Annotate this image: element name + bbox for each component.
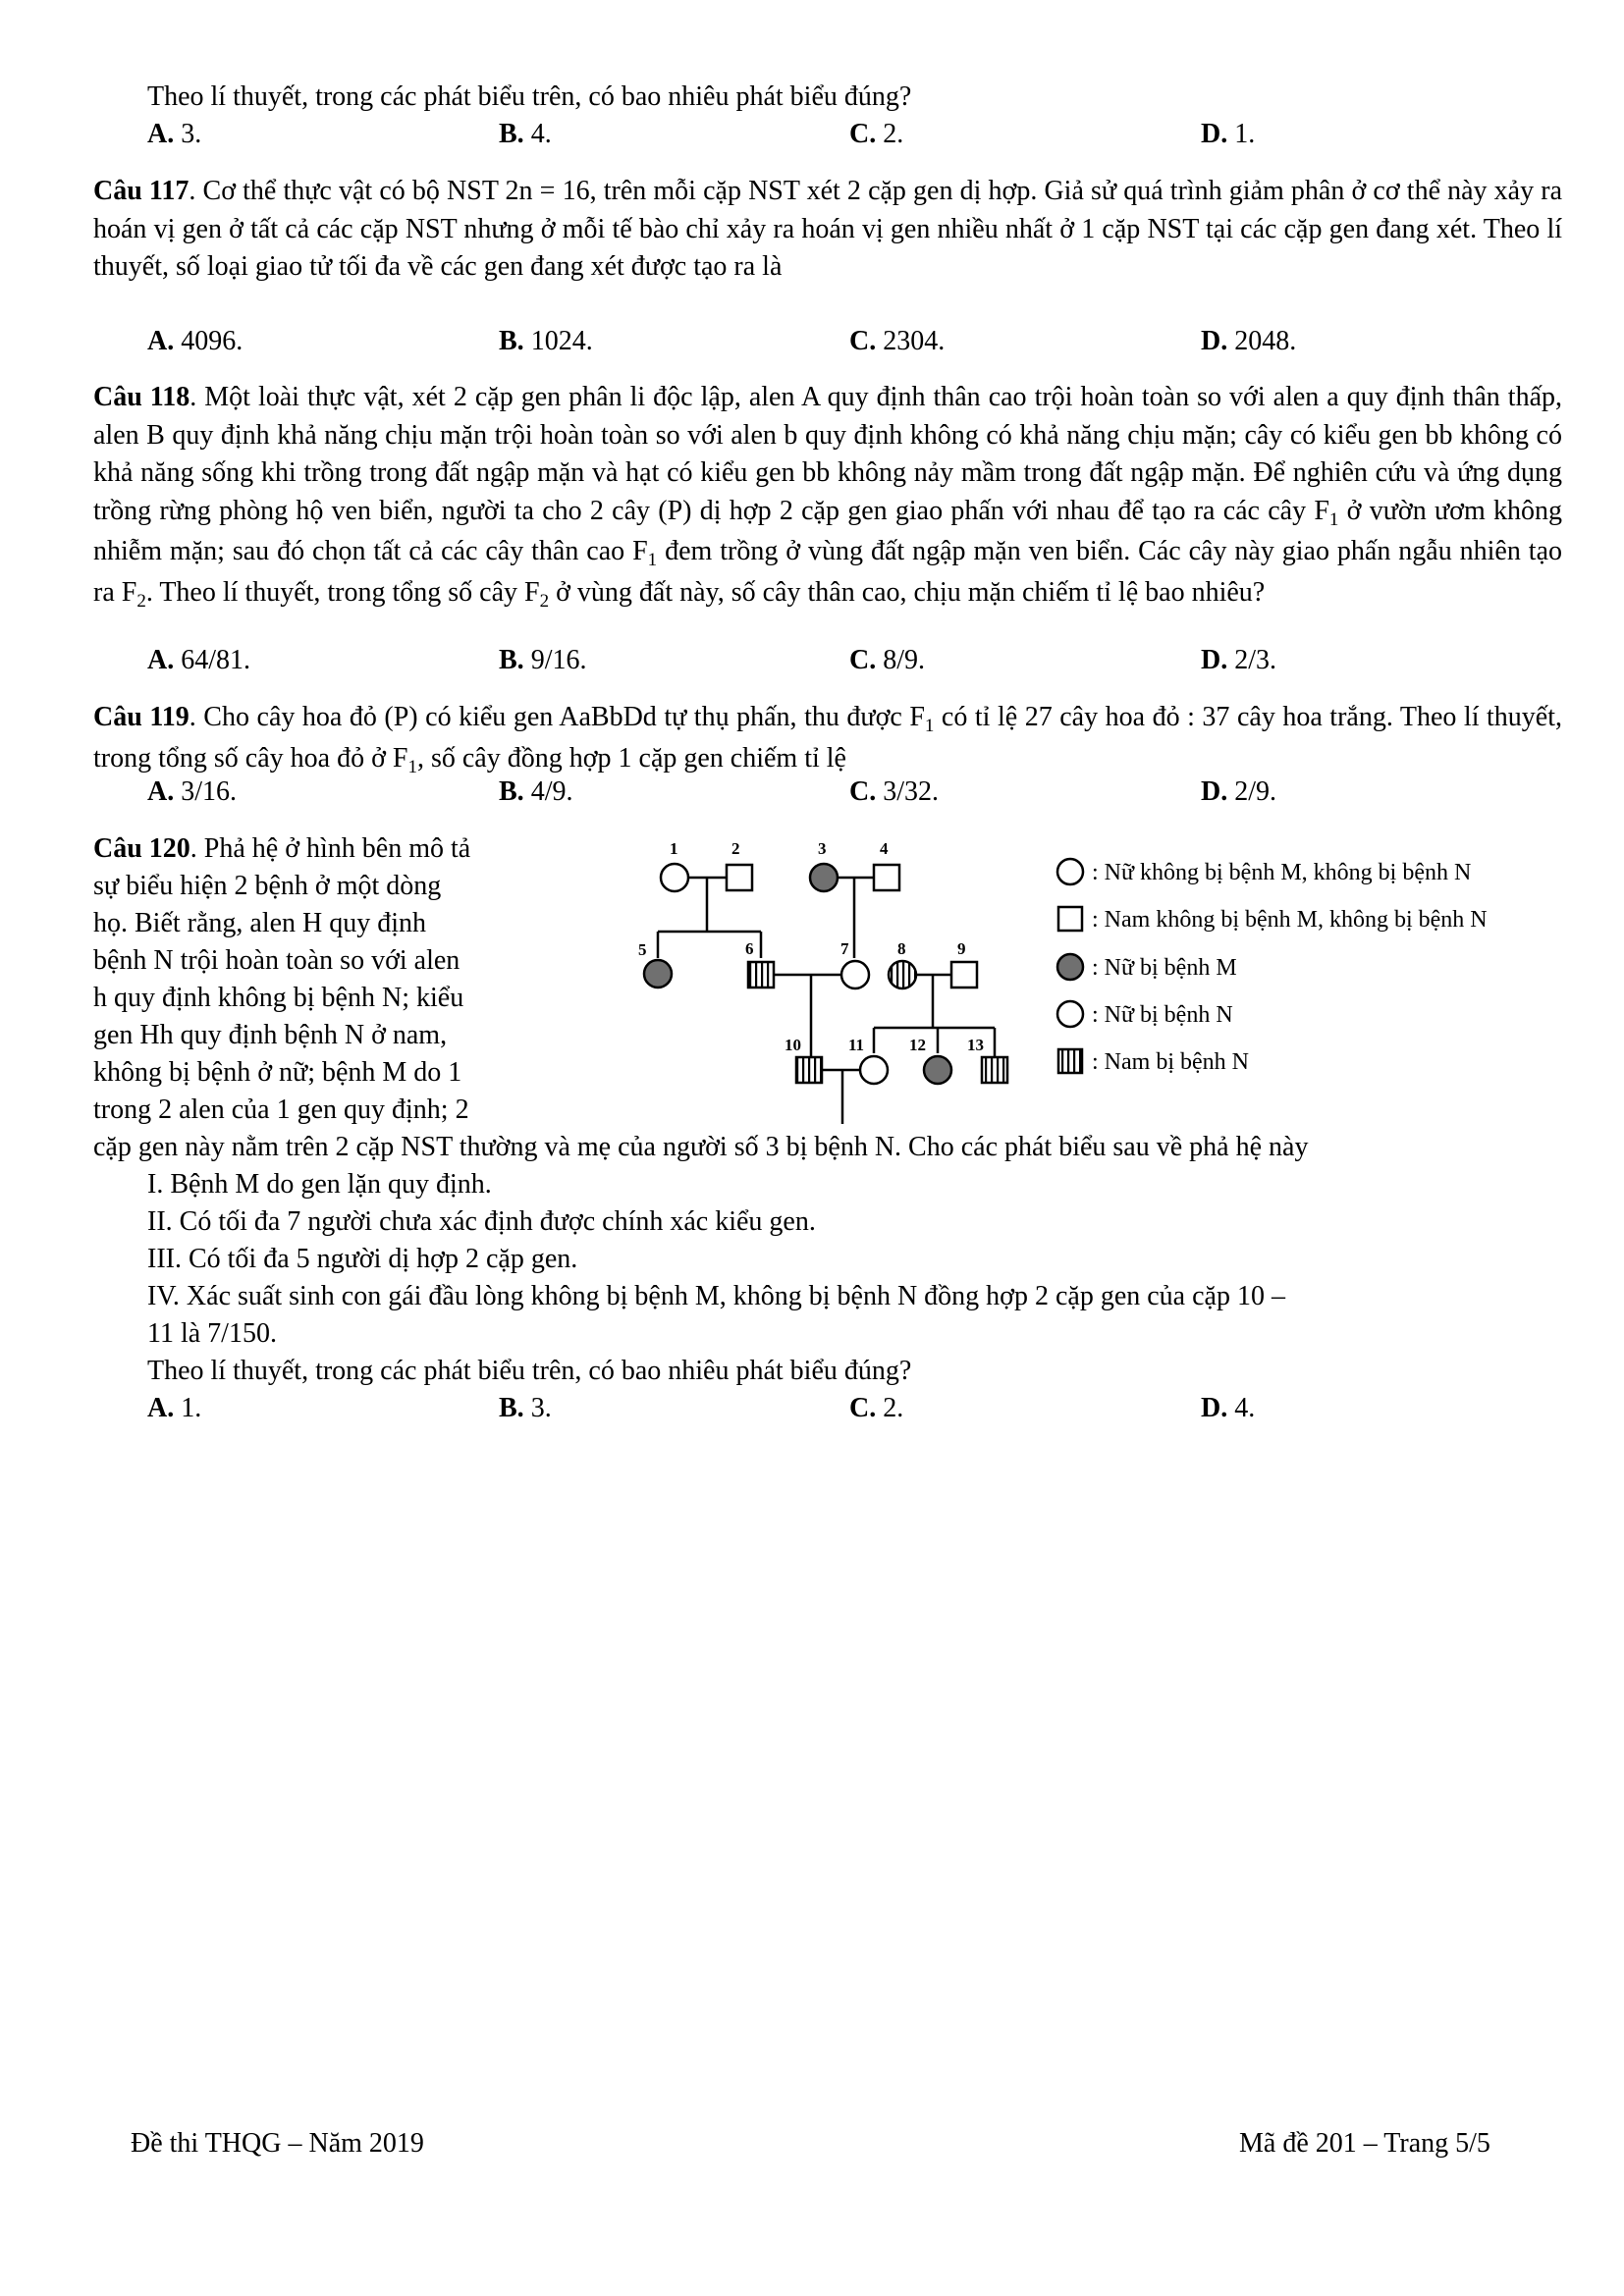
- pedigree-lines: [658, 878, 995, 1124]
- q119-options: [147, 774, 1522, 811]
- square-empty-icon: [1058, 907, 1082, 931]
- question-text-line: cặp gen này nằm trên 2 cặp NST thường và mẹ của người số 3 bị bệnh N. Cho các phát biểu sau về phả hệ này: [93, 1132, 1309, 1162]
- option-b: B. 9/16.: [499, 645, 587, 675]
- circle-grey-icon: [1057, 954, 1083, 980]
- exam-page: Theo lí thuyết, trong các phát biểu trên, có bao nhiêu phát biểu đúng? A. 3. B. 4. C. 2. D. 1. Câu 117. Cơ thể thực vật có bộ NST 2n = 16, trên mỗi cặp NST xét 2 cặp gen dị hợp. Giả sử quá trình giảm phân ở cơ thể này xảy ra hoán vị gen ở tất cả các cặp NST nhưng ở mỗi tế bào chỉ xảy ra hoán vị gen nhiều nhất ở 1 cặp NST tại các cặp gen đang xét. Theo lí thuyết, số loại giao tử tối đa về các gen đang xét được tạo ra là A. 4096. B. 1024. C. 2304. D. 2048. Câu 118. Một loài thực vật, xét 2 cặp gen phân li độc lập, alen A quy định thân cao trội hoàn toàn so với alen a quy định thân thấp, alen B quy định khả năng chịu mặn trội hoàn toàn so với alen b quy định không có khả năng chịu mặn; cây có kiểu gen bb không có khả năng sống khi trồng trong đất ngập mặn và hạt có kiểu gen bb không nảy mầm trong đất ngập mặn. Để nghiên cứu và ứng dụng trồng rừng phòng hộ ven biển, người ta cho 2 cây (P) dị hợp 2 cặp gen giao phấn với nhau để tạo ra các cây $F_1$ ở vườn ươm không nhiễm mặn; sau đó chọn tất cả các cây thân cao $F_1$ đem trồng ở vùng đất ngập mặn ven biển. Các cây này giao phấn ngẫu nhiên tạo ra $F_2$. Theo lí thuyết, trong tổng số cây $F_2$ ở vùng đất này, số cây thân cao, chịu mặn chiếm tỉ lệ bao nhiêu? A. 64/81. B. 9/16. C. 8/9. D. 2/3. Câu 119. Cho cây hoa đỏ (P) có kiểu gen AaBbDd tự thụ phấn, thu được $F_1$ có tỉ lệ 27 cây hoa đỏ : 37 cây hoa trắng. Theo lí thuyết, trong tổng số cây hoa đỏ ở $F_1$, số cây đồng hợp 1 cặp gen chiếm tỉ lệ A. 3/16. B. 4/9. C. 3/32. D. 2/9. Câu 120. Phả hệ ở hình bên mô tả sự biểu hiện 2 bệnh ở một dòng họ. Biết rằng, alen H quy định bệnh N trội hoàn toàn so với alen h quy định không bị bệnh N; kiểu gen Hh quy định bệnh N ở nam, không bị bệnh ở nữ; bệnh M do 1 trong 2 alen của 1 gen quy định; 2 cặp gen này nằm trên 2 cặp NST thường và mẹ của người số 3 bị bệnh N. Cho các phát biểu sau về phả hệ này I. Bệnh M do gen lặn quy định. II. Có tối đa 7 người chưa xác định được chính xác kiểu gen. III. Có tối đa 5 người dị hợp 2 cặp gen. IV. Xác suất sinh con gái đầu lòng không bị bệnh M, không bị bệnh N đồng hợp 2 cặp gen của cặp 10 – 11 là 7/150. Theo lí thuyết, trong các phát biểu trên, có bao nhiêu phát biểu đúng? A. 1. B. 3. C. 2. D. 4. 1 2 3 4 5 6 7 8 9 10 11 12 13 : Nữ không bị bệnh M, không bị bệnh N : Nam không bị bệnh M, không bị bệnh N : Nữ bị bệnh M : Nữ bị bệnh N : Nam bị bệnh N Đề thi THQG – Năm 2019 Mã đề 201 – Trang 5/5: [0, 0, 1624, 2296]
- pedigree-number: 9: [957, 939, 966, 958]
- circle-empty-icon: [1057, 1001, 1083, 1027]
- statement-iii: III. Có tối đa 5 người dị hợp 2 cặp gen.: [147, 1244, 578, 1274]
- statement-i: I. Bệnh M do gen lặn quy định.: [147, 1169, 492, 1200]
- option-c: C. 2.: [849, 119, 904, 149]
- option-b: B. 3.: [499, 1393, 552, 1423]
- individual-9-square-icon: [951, 962, 977, 988]
- question-118: Câu 118. Một loài thực vật, xét 2 cặp gen phân li độc lập, alen A quy định thân cao trội hoàn toàn so với alen a quy định thân thấp, alen B quy định khả năng chịu mặn trội hoàn toàn so với alen b quy định không có khả năng chịu mặn; cây có kiểu gen bb không có khả năng sống khi trồng trong đất ngập mặn và hạt có kiểu gen bb không nảy mầm trong đất ngập mặn. Để nghiên cứu và ứng dụng trồng rừng phòng hộ ven biển, người ta cho 2 cây (P) dị hợp 2 cặp gen giao phấn với nhau để tạo ra các cây $F_1$ ở vườn ươm không nhiễm mặn; sau đó chọn tất cả các cây thân cao $F_1$ đem trồng ở vùng đất ngập mặn ven biển. Các cây này giao phấn ngẫu nhiên tạo ra $F_2$. Theo lí thuyết, trong tổng số cây $F_2$ ở vùng đất này, số cây thân cao, chịu mặn chiếm tỉ lệ bao nhiêu?: [93, 382, 1563, 612]
- circle-empty-icon: [1057, 859, 1083, 884]
- question-number: Câu 119: [93, 702, 189, 732]
- question-line: Theo lí thuyết, trong các phát biểu trên, có bao nhiêu phát biểu đúng?: [147, 1356, 912, 1386]
- individual-7-circle-icon: [841, 961, 869, 988]
- pedigree-number: 3: [818, 839, 827, 858]
- option-c: C. 2304.: [849, 326, 946, 356]
- pedigree-legend: [1057, 859, 1488, 1075]
- q117-options: [147, 323, 1522, 360]
- individual-13-square-striped-icon: [982, 1057, 1007, 1083]
- statement-iv-cont: 11 là 7/150.: [147, 1318, 277, 1349]
- q120-options: [147, 1390, 1522, 1427]
- option-a: A. 1.: [147, 1393, 202, 1423]
- pedigree-number: 10: [785, 1036, 801, 1054]
- option-a: A. 3/16.: [147, 776, 238, 807]
- pedigree-number: 7: [840, 939, 849, 958]
- option-c: C. 3/32.: [849, 776, 940, 807]
- footer-left: Đề thi THQG – Năm 2019: [131, 2128, 424, 2159]
- intro-question-line: Theo lí thuyết, trong các phát biểu trên, có bao nhiêu phát biểu đúng?: [147, 81, 912, 112]
- pedigree-number: 4: [880, 839, 889, 858]
- pedigree-number: 1: [670, 839, 678, 858]
- individual-6-square-striped-icon: [748, 962, 774, 988]
- individual-3-circle-grey-icon: [810, 864, 838, 891]
- option-d: D. 1.: [1201, 119, 1256, 149]
- individual-11-circle-icon: [860, 1056, 888, 1084]
- option-d: D. 2/9.: [1201, 776, 1277, 807]
- question-119: Câu 119. Cho cây hoa đỏ (P) có kiểu gen AaBbDd tự thụ phấn, thu được $F_1$ có tỉ lệ 27 cây hoa đỏ : 37 cây hoa trắng. Theo lí thuyết, trong tổng số cây hoa đỏ ở $F_1$, số cây đồng hợp 1 cặp gen chiếm tỉ lệ: [93, 702, 1563, 777]
- legend-label: : Nữ bị bệnh M: [1092, 955, 1237, 981]
- option-b: B. 4.: [499, 119, 552, 149]
- individual-2-square-icon: [727, 865, 752, 890]
- question-text: . Cơ thể thực vật có bộ NST 2n = 16, trên mỗi cặp NST xét 2 cặp gen dị hợp. Giả sử quá trình giảm phân ở cơ thể này xảy ra hoán vị gen ở tất cả các cặp NST nhưng ở mỗi tế bào chỉ xảy ra hoán vị gen nhiều nhất ở 1 cặp NST tại các cặp gen đang xét. Theo lí thuyết, số loại giao tử tối đa về các gen đang xét được tạo ra là: [93, 176, 1562, 282]
- question-text-line: họ. Biết rằng, alen H quy định: [93, 908, 427, 938]
- option-a: A. 3.: [147, 119, 202, 149]
- question-number: Câu 118: [93, 382, 190, 412]
- pedigree-number: 13: [967, 1036, 984, 1054]
- individual-8-circle-striped-icon: [889, 961, 916, 988]
- question-text-line: bệnh N trội hoàn toàn so với alen: [93, 945, 460, 976]
- individual-12-circle-grey-icon: [924, 1056, 951, 1084]
- option-a: A. 4096.: [147, 326, 244, 356]
- option-d: D. 4.: [1201, 1393, 1256, 1423]
- intro-options: [147, 116, 1522, 153]
- individual-5-circle-grey-icon: [644, 960, 672, 988]
- legend-label: : Nữ bị bệnh N: [1092, 1002, 1233, 1028]
- individual-10-square-striped-icon: [796, 1057, 822, 1083]
- question-text-line: sự biểu hiện 2 bệnh ở một dòng: [93, 871, 442, 901]
- pedigree-diagram: [0, 825, 1624, 1158]
- statement-iv: IV. Xác suất sinh con gái đầu lòng không bị bệnh M, không bị bệnh N đồng hợp 2 cặp gen của cặp 10 –: [147, 1281, 1285, 1311]
- question-text-line: trong 2 alen của 1 gen quy định; 2: [93, 1095, 469, 1125]
- option-b: B. 1024.: [499, 326, 593, 356]
- pedigree-number: 6: [745, 939, 754, 958]
- option-d: D. 2/3.: [1201, 645, 1277, 675]
- pedigree-number: 12: [909, 1036, 926, 1054]
- pedigree-number: 11: [848, 1036, 865, 1054]
- question-text-line: không bị bệnh ở nữ; bệnh M do 1: [93, 1057, 462, 1088]
- pedigree-number: 8: [897, 939, 906, 958]
- legend-label: : Nam không bị bệnh M, không bị bệnh N: [1092, 907, 1488, 933]
- legend-label: : Nam bị bệnh N: [1092, 1049, 1249, 1075]
- question-number: Câu 117: [93, 176, 189, 206]
- footer-right: Mã đề 201 – Trang 5/5: [1239, 2128, 1490, 2159]
- option-a: A. 64/81.: [147, 645, 251, 675]
- question-number: Câu 120: [93, 833, 190, 864]
- question-text-line: h quy định không bị bệnh N; kiểu: [93, 983, 464, 1013]
- individual-1-circle-icon: [661, 864, 688, 891]
- square-striped-icon: [1058, 1049, 1082, 1073]
- option-d: D. 2048.: [1201, 326, 1297, 356]
- question-117: [93, 173, 1562, 287]
- question-text-line: gen Hh quy định bệnh N ở nam,: [93, 1020, 448, 1050]
- statement-ii: II. Có tối đa 7 người chưa xác định được chính xác kiểu gen.: [147, 1206, 816, 1237]
- individual-4-square-icon: [874, 865, 899, 890]
- pedigree-number: 2: [731, 839, 740, 858]
- legend-label: : Nữ không bị bệnh M, không bị bệnh N: [1092, 860, 1472, 885]
- option-c: C. 8/9.: [849, 645, 926, 675]
- pedigree-number: 5: [638, 940, 647, 959]
- option-b: B. 4/9.: [499, 776, 573, 807]
- option-c: C. 2.: [849, 1393, 904, 1423]
- q118-options: [147, 642, 1522, 679]
